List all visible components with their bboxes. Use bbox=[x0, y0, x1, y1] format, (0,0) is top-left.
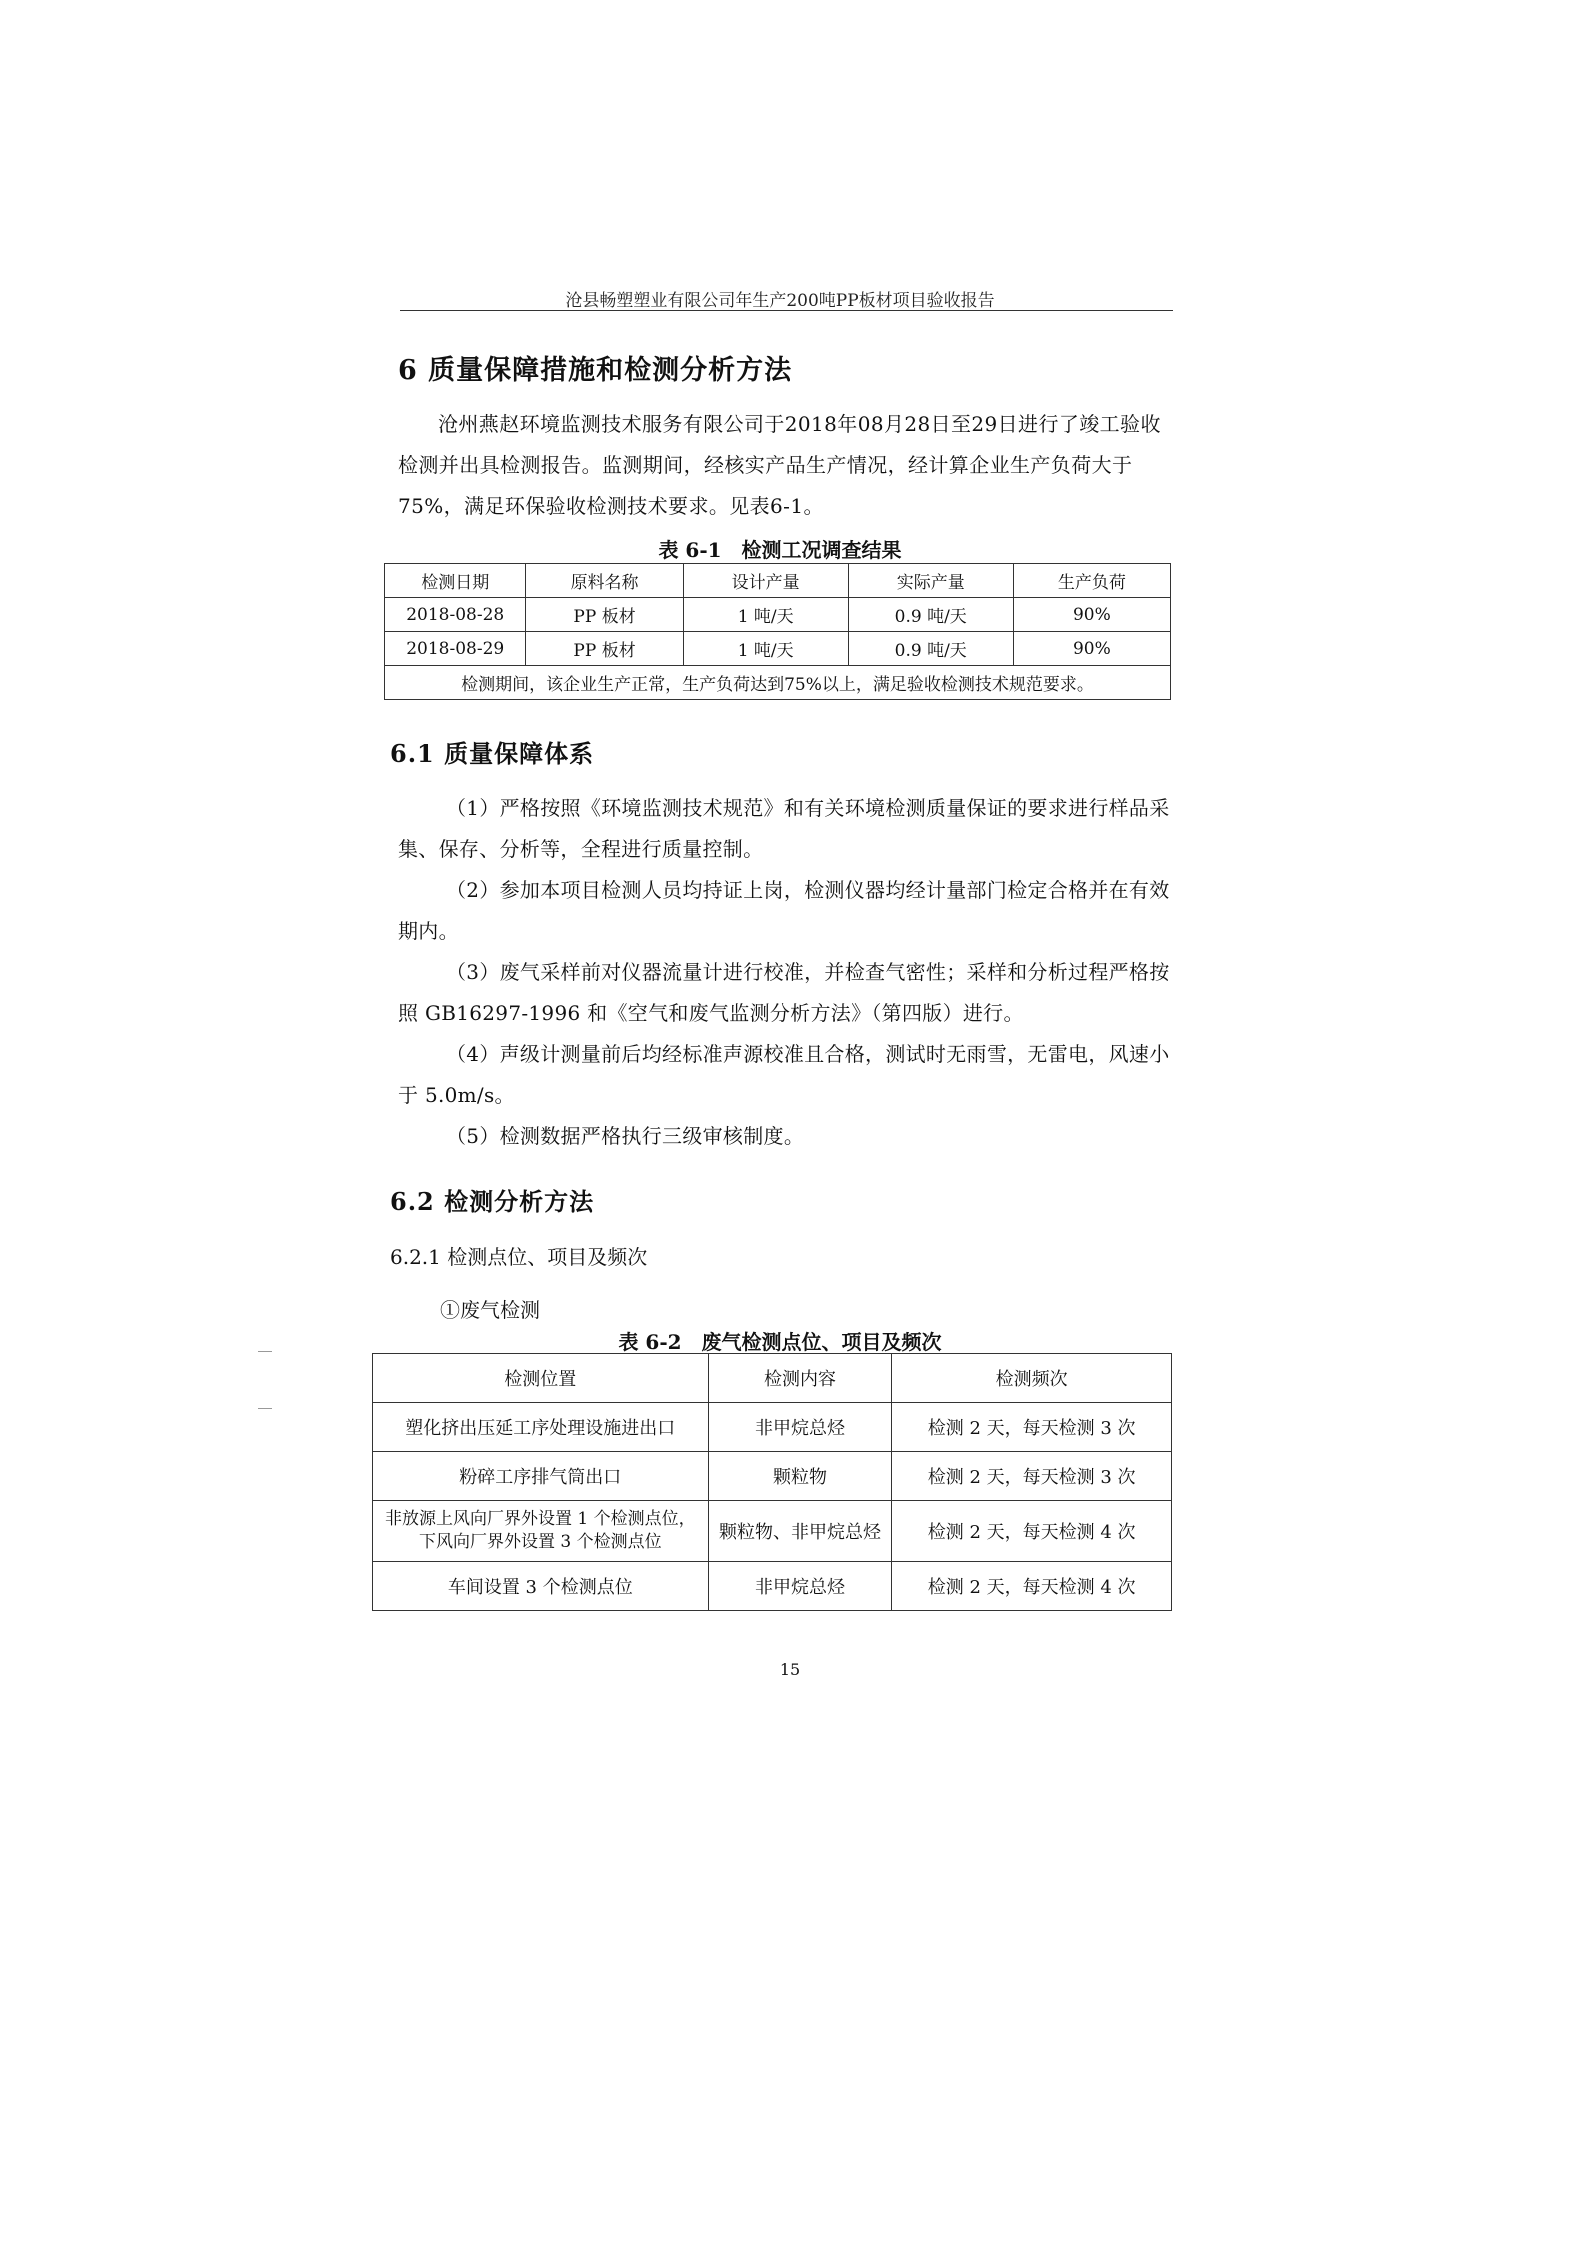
table-note-row bbox=[385, 666, 1171, 700]
table-row bbox=[373, 1501, 1172, 1562]
col-header: 设计产量 bbox=[683, 564, 848, 598]
table-cell bbox=[373, 1501, 709, 1562]
table-cell: 车间设置 3 个检测点位 bbox=[373, 1562, 709, 1611]
list-item: （5）检测数据严格执行三级审核制度。 bbox=[446, 1124, 805, 1148]
list-item: （1）严格按照《环境监测技术规范》和有关环境检测质量保证的要求进行样品采集、保存、分析等，全程进行质量控制。 bbox=[398, 796, 1170, 861]
subsection-6-2-1-title: 6.2.1 检测点位、项目及频次 bbox=[390, 1245, 648, 1269]
col-header: 检测频次 bbox=[892, 1354, 1172, 1403]
table-cell: 检测 2 天，每天检测 4 次 bbox=[892, 1562, 1172, 1611]
table-row bbox=[385, 632, 1171, 666]
table-6-1-caption: 表 6-1 检测工况调查结果 bbox=[658, 538, 902, 562]
list-item: （4）声级计测量前后均经标准声源校准且合格，测试时无雨雪，无雷电，风速小于 5.0m/s。 bbox=[398, 1042, 1170, 1107]
table-cell: 检测 2 天，每天检测 4 次 bbox=[892, 1501, 1172, 1562]
table-cell: PP 板材 bbox=[526, 598, 683, 632]
col-header: 检测日期 bbox=[385, 564, 526, 598]
table-row bbox=[373, 1403, 1172, 1452]
header-rule bbox=[400, 310, 1173, 311]
table-cell: 粉碎工序排气筒出口 bbox=[373, 1452, 709, 1501]
table-6-2-caption: 表 6-2 废气检测点位、项目及频次 bbox=[618, 1330, 942, 1354]
table-cell: 颗粒物 bbox=[708, 1452, 892, 1501]
table-header-row bbox=[385, 564, 1171, 598]
table-cell: 非甲烷总烃 bbox=[708, 1403, 892, 1452]
table-cell: 非甲烷总烃 bbox=[708, 1562, 892, 1611]
list-item: （2）参加本项目检测人员均持证上岗，检测仪器均经计量部门检定合格并在有效期内。 bbox=[398, 878, 1170, 943]
table-header-row bbox=[373, 1354, 1172, 1403]
col-header: 原料名称 bbox=[526, 564, 683, 598]
table-cell: 颗粒物、非甲烷总烃 bbox=[708, 1501, 892, 1562]
running-header: 沧县畅塑塑业有限公司年生产200吨PP板材项目验收报告 bbox=[565, 291, 995, 311]
col-header: 检测位置 bbox=[373, 1354, 709, 1403]
table-cell: 2018-08-29 bbox=[385, 632, 526, 666]
table-6-2 bbox=[372, 1353, 1172, 1611]
section-6-paragraph: 沧州燕赵环境监测技术服务有限公司于2018年08月28日至29日进行了竣工验收检测并出具检测报告。监测期间，经核实产品生产情况，经计算企业生产负荷大于75%，满足环保验收检测技术要求。见表6-1。 bbox=[398, 412, 1161, 518]
table-cell: 90% bbox=[1013, 632, 1170, 666]
table-cell: 检测 2 天，每天检测 3 次 bbox=[892, 1452, 1172, 1501]
cell-line: 非放源上风向厂界外设置 1 个检测点位， bbox=[384, 1509, 696, 1529]
table-row bbox=[385, 598, 1171, 632]
table-row bbox=[373, 1452, 1172, 1501]
table-row bbox=[373, 1562, 1172, 1611]
section-6-title: 6 质量保障措施和检测分析方法 bbox=[398, 355, 793, 386]
table-cell: 1 吨/天 bbox=[683, 632, 848, 666]
table-cell: 0.9 吨/天 bbox=[848, 632, 1013, 666]
col-header: 生产负荷 bbox=[1013, 564, 1170, 598]
section-6-2-title: 6.2 检测分析方法 bbox=[390, 1187, 595, 1216]
table-cell: PP 板材 bbox=[526, 632, 683, 666]
table-cell: 0.9 吨/天 bbox=[848, 598, 1013, 632]
table-cell: 塑化挤出压延工序处理设施进出口 bbox=[373, 1403, 709, 1452]
waste-gas-heading: ①废气检测 bbox=[440, 1298, 540, 1322]
table-cell: 2018-08-28 bbox=[385, 598, 526, 632]
table-cell: 90% bbox=[1013, 598, 1170, 632]
table-6-1 bbox=[384, 563, 1171, 700]
table-note: 检测期间，该企业生产正常，生产负荷达到75%以上，满足验收检测技术规范要求。 bbox=[385, 666, 1171, 700]
table-cell: 1 吨/天 bbox=[683, 598, 848, 632]
scan-mark bbox=[258, 1351, 272, 1352]
section-6-1-title: 6.1 质量保障体系 bbox=[390, 739, 595, 768]
col-header: 实际产量 bbox=[848, 564, 1013, 598]
page-number: 15 bbox=[779, 1660, 801, 1679]
table-cell: 检测 2 天，每天检测 3 次 bbox=[892, 1403, 1172, 1452]
scan-mark bbox=[258, 1408, 272, 1409]
list-item: （3）废气采样前对仪器流量计进行校准，并检查气密性；采样和分析过程严格按照 GB16297-1996 和《空气和废气监测分析方法》（第四版）进行。 bbox=[398, 960, 1170, 1025]
cell-line: 下风向厂界外设置 3 个检测点位 bbox=[418, 1532, 662, 1552]
col-header: 检测内容 bbox=[708, 1354, 892, 1403]
